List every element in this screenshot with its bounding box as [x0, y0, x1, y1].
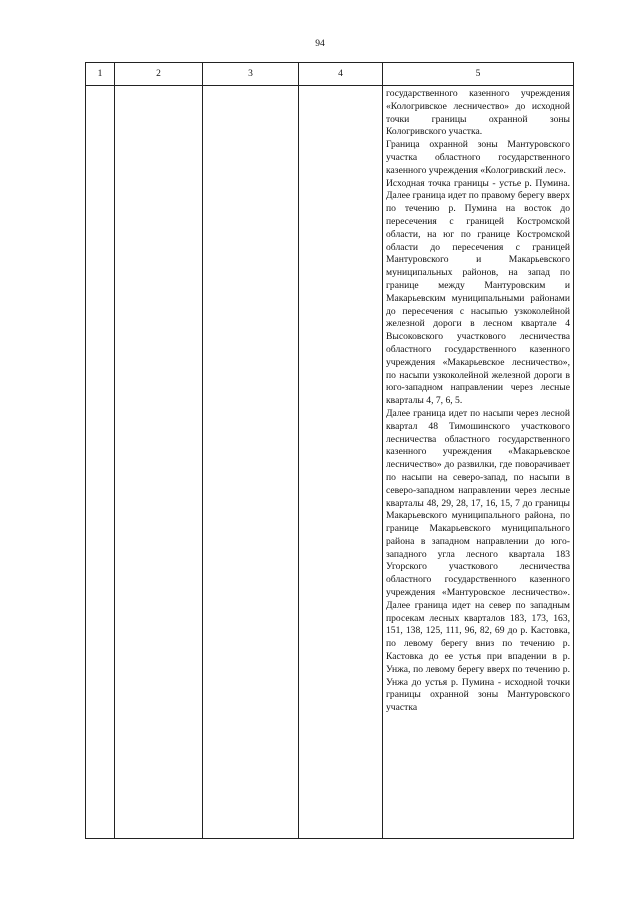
- boundary-description-text: [383, 86, 573, 715]
- column-header-4: 4: [299, 63, 383, 86]
- table-row: [86, 86, 574, 839]
- column-header-2: 2: [115, 63, 203, 86]
- table-header-row: [86, 63, 574, 86]
- column-header-1: 1: [86, 63, 115, 86]
- column-header-5: 5: [383, 63, 574, 86]
- table-cell-col3: [203, 86, 299, 839]
- paragraph-continuation: государственного казенного учреждения «Кологривское лесничество» до исходной точки границы охранной зоны Кологривского участка.: [386, 88, 570, 138]
- table-cell-col1: [86, 86, 115, 839]
- table-cell-col4: [299, 86, 383, 839]
- paragraph-boundary-continuation: Далее граница идет по насыпи через лесной квартал 48 Тимошинского участкового лесничества областного государственного казенного учреждения «Макарьевское лесничество» до развилки, где поворачивает по насыпи на северо-запад, по насыпи в северо-западном направлении через лесные кварталы 48, 29, 28, 17, 16, 15, 7 до границы Макарьевского муниципального района, по границе Макарьевского муниципального района в западном направлении до юго-западного угла лесного квартала 183 Угорского участкового лесничества областного государственного казенного учреждения «Мантуровское лесничество». Далее граница идет на север по западным просекам лесных кварталов 183, 173, 163, 151, 138, 125, 111, 96, 82, 69 до р. Кастовка, по левому берегу вниз по течению р. Кастовка до ее устья при впадении в р. Унжа, по левому берегу вверх по течению р. Унжа до устья р. Пумина - исходной точки границы охранной зоны Мантуровского участка: [386, 407, 570, 714]
- paragraph-zone-heading: Граница охранной зоны Мантуровского участка областного государственного казенного учреждения «Кологривский лес».: [386, 139, 570, 176]
- table-cell-col5: [383, 86, 574, 839]
- table-cell-col2: [115, 86, 203, 839]
- page-number: 94: [315, 39, 325, 49]
- boundary-description-table: [85, 62, 574, 839]
- paragraph-boundary-start: Исходная точка границы - устье р. Пумина. Далее граница идет по правому берегу вверх по течению р. Пумина на восток до пересечения с границей Костромской области, на юг по границе Костромской области до пересечения с границей Мантуровского и Макарьевского муниципальных районов, на запад по границе между Мантуровским и Макарьевским муниципальными районами до пересечения с насыпью узкоколейной железной дороги в лесном квартале 4 Высоковского участкового лесничества областного государственного казенного учреждения «Макарьевское лесничество», по насыпи узкоколейной железной дороги в юго-западном направлении через лесные кварталы 4, 7, 6, 5.: [386, 177, 570, 407]
- column-header-3: 3: [203, 63, 299, 86]
